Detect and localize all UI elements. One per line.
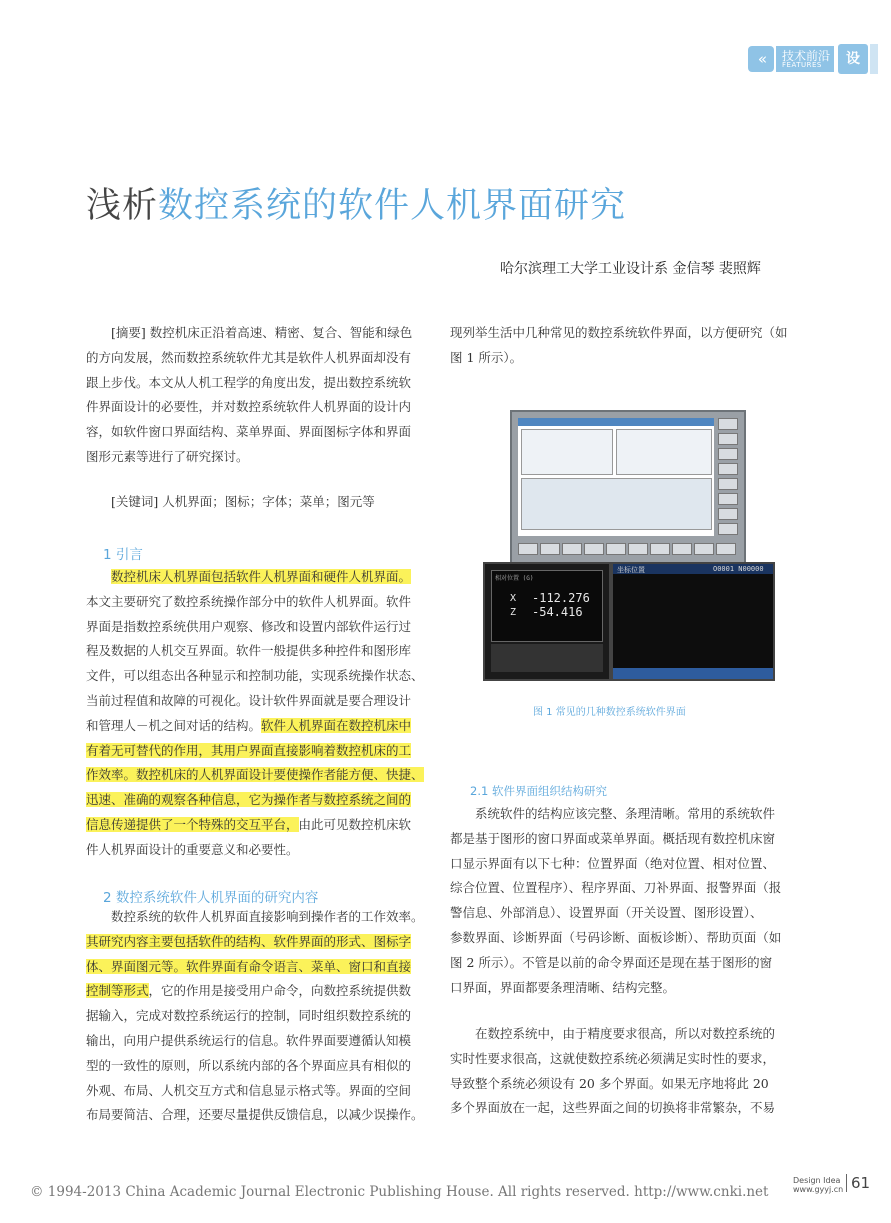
cnc-screen-1 — [510, 410, 746, 564]
body-line: 口界面，界面都要条理清晰、结构完整。 — [450, 979, 676, 995]
body-line — [86, 905, 426, 930]
body-line — [86, 689, 426, 714]
body-line — [86, 788, 426, 813]
chevron-left-icon: « — [748, 46, 774, 72]
line-pre: 型的一致性的原则，所以系统内部的各个界面应具有相似的 — [86, 1057, 412, 1073]
body-line — [86, 565, 426, 590]
body-line: 综合位置、位置程序）、程序界面、刀补界面、报警界面（报 — [450, 880, 782, 896]
body-line — [86, 1079, 426, 1104]
abstract-line: 跟上步伐。本文从人机工程学的角度出发，提出数控系统软 — [86, 374, 412, 390]
line-hl: 有着无可替代的作用，其用户界面直接影响着数控机床的工 — [86, 742, 412, 758]
abstract-line: 图形元素等进行了研究探讨。 — [86, 448, 249, 464]
cnc-screen-2 — [483, 562, 611, 681]
screen2-z-value: -54.416 — [532, 605, 583, 619]
tag-bar — [870, 44, 878, 74]
screen2-x-label: X — [510, 593, 517, 604]
abstract — [86, 321, 426, 515]
body-line — [86, 1004, 426, 1029]
body-line: 参数界面、诊断界面（号码诊断、面板诊断）、帮助页面（如 — [450, 929, 782, 945]
section-2-body — [86, 905, 426, 1128]
body-line — [86, 664, 426, 689]
line-hl: 其研究内容主要包括软件的结构、软件界面的形式、图标字 — [86, 933, 412, 949]
screen2-keys — [491, 644, 603, 672]
body-line — [86, 639, 426, 664]
keywords: [关键词] 人机界面；图标；字体；菜单；图元等 — [86, 493, 375, 509]
page-brand: Design Idea www.gyyj.cn — [793, 1176, 844, 1194]
line-hl: 软件人机界面在数控机床中 — [261, 717, 412, 733]
line-pre: 文件，可以组态出各种显示和控制功能，实现系统操作状态、 — [86, 668, 424, 684]
body-line: 系统软件的结构应该完整、条理清晰。常用的系统软件 — [450, 806, 776, 821]
line-hl: 控制等形式 — [86, 983, 149, 999]
line-pre: 件人机界面设计的重要意义和必要性。 — [86, 841, 299, 857]
line-hl: 数控机床人机界面包括软件人机界面和硬件人机界面。 — [111, 569, 412, 584]
body-line: 口显示界面有以下七种：位置界面（绝对位置、相对位置、 — [450, 855, 776, 871]
section-tag-label — [776, 46, 834, 72]
body-line: 在数控系统中，由于精度要求很高，所以对数控系统的 — [450, 1026, 776, 1041]
line-hl: 信息传递提供了一个特殊的交互平台， — [86, 816, 299, 832]
body-line — [86, 763, 426, 788]
body-line — [86, 955, 426, 980]
screen2-z-label: Z — [510, 607, 517, 618]
screen2-header: 相对位置 (G) — [495, 575, 534, 582]
abstract-line: 的方向发展，然而数控系统软件尤其是软件人机界面却没有 — [86, 349, 412, 365]
line-pre: 据输入，完成对数控系统运行的控制，同时组织数控系统的 — [86, 1008, 412, 1024]
article-title — [86, 178, 626, 228]
line-post: 由此可见数控机床软 — [298, 816, 412, 832]
section-2-1-heading: 2.1 软件界面组织结构研究 — [470, 784, 607, 798]
abstract-line: [摘要] 数控机床正沿着高速、精密、复合、智能和绿色 — [86, 325, 413, 340]
right-intro — [450, 321, 792, 371]
page-number: 61 — [846, 1174, 870, 1192]
abstract-line: 件界面设计的必要性，并对数控系统软件人机界面的设计内 — [86, 399, 412, 415]
line-hl: 体、界面图元等。软件界面有命令语言、菜单、窗口和直接 — [86, 958, 412, 974]
line-post: ，它的作用是接受用户命令，向数控系统提供数 — [148, 983, 412, 999]
body-line: 多个界面放在一起，这些界面之间的切换将非常繁杂，不易 — [450, 1100, 776, 1116]
section-1-heading: 1 引言 — [103, 547, 143, 563]
line-pre: 和管理人－机之间对话的结构。 — [86, 717, 262, 733]
body-line: 现列举生活中几种常见的数控系统软件界面，以方便研究（如 — [450, 325, 788, 340]
body-line: 图 2 所示）。不管是以前的命令界面还是现在基于图形的窗 — [450, 954, 773, 970]
line-pre: 本文主要研究了数控系统操作部分中的软件人机界面。软件 — [86, 593, 412, 609]
line-pre: 程及数据的人机交互界面。软件一般提供多种控件和图形库 — [86, 643, 412, 659]
line-pre: 输出，向用户提供系统运行的信息。软件界面要遵循认知模 — [86, 1032, 412, 1048]
section-tag-zh: 技术前沿 — [782, 49, 831, 63]
journal-logo: 设 — [838, 44, 868, 74]
body-line — [86, 813, 426, 838]
line-pre: 数控系统的软件人机界面直接影响到操作者的工作效率。 — [86, 909, 424, 924]
copyright-footer: © 1994-2013 China Academic Journal Electronic Publishing House. All rights reserved. http://www.cnki.net — [30, 1184, 769, 1200]
body-line — [86, 615, 426, 640]
line-hl: 作效率。数控机床的人机界面设计要使操作者能方便、快捷、 — [86, 767, 424, 783]
section-2-heading: 2 数控系统软件人机界面的研究内容 — [103, 890, 319, 906]
body-line — [86, 590, 426, 615]
cnc-soft-keys — [518, 540, 738, 554]
body-line: 都是基于图形的窗口界面或菜单界面。概括现有数控机床窗 — [450, 830, 776, 846]
body-line: 图 1 所示）。 — [450, 349, 523, 365]
section-tag — [748, 44, 878, 74]
section-tag-en: FEATURES — [782, 61, 822, 69]
section-1-body — [86, 565, 426, 863]
title-part-1: 浅析 — [86, 186, 159, 226]
line-hl: 迅速、准确的观察各种信息，它为操作者与数控系统之间的 — [86, 792, 412, 808]
authors: 哈尔滨理工大学工业设计系 金信琴 裴照辉 — [500, 261, 761, 277]
body-line — [86, 1054, 426, 1079]
screen3-code: O0001 N00000 — [713, 565, 764, 573]
body-line: 实时性要求很高，这就使数控系统必须满足实时性的要求， — [450, 1050, 776, 1066]
screen2-x-value: -112.276 — [532, 591, 590, 605]
line-pre: 布局要简洁、合理，还要尽量提供反馈信息，以减少误操作。 — [86, 1107, 424, 1123]
figure-caption: 图 1 常见的几种数控系统软件界面 — [533, 707, 686, 718]
cnc-side-keys — [718, 418, 738, 536]
line-pre: 外观、布局、人机交互方式和信息显示格式等。界面的空间 — [86, 1082, 412, 1098]
body-line — [86, 714, 426, 739]
body-line — [86, 838, 426, 863]
line-pre: 界面是指数控系统供用户观察、修改和设置内部软件运行过 — [86, 618, 412, 634]
body-line — [86, 930, 426, 955]
screen3-header: 坐标位置 — [617, 566, 645, 574]
body-line — [86, 1103, 426, 1128]
cnc-screen-3 — [611, 562, 775, 681]
title-part-2: 数控系统的软件人机界面研究 — [158, 186, 627, 226]
section-2-1-body — [450, 802, 792, 1000]
body-line — [86, 979, 426, 1004]
body-line — [86, 1029, 426, 1054]
section-2-1-body-2 — [450, 1022, 792, 1121]
body-line: 警信息、外部消息）、设置界面（开关设置、图形设置）、 — [450, 905, 763, 921]
body-line — [86, 739, 426, 764]
line-pre — [86, 569, 111, 584]
cnc-screen-1-display — [518, 418, 714, 536]
line-pre: 当前过程值和故障的可视化。设计软件界面就是要合理设计 — [86, 692, 412, 708]
body-line: 导致整个系统必须设有 20 多个界面。如果无序地将此 20 — [450, 1075, 769, 1091]
abstract-line: 容，如软件窗口界面结构、菜单界面、界面图标字体和界面 — [86, 424, 412, 440]
